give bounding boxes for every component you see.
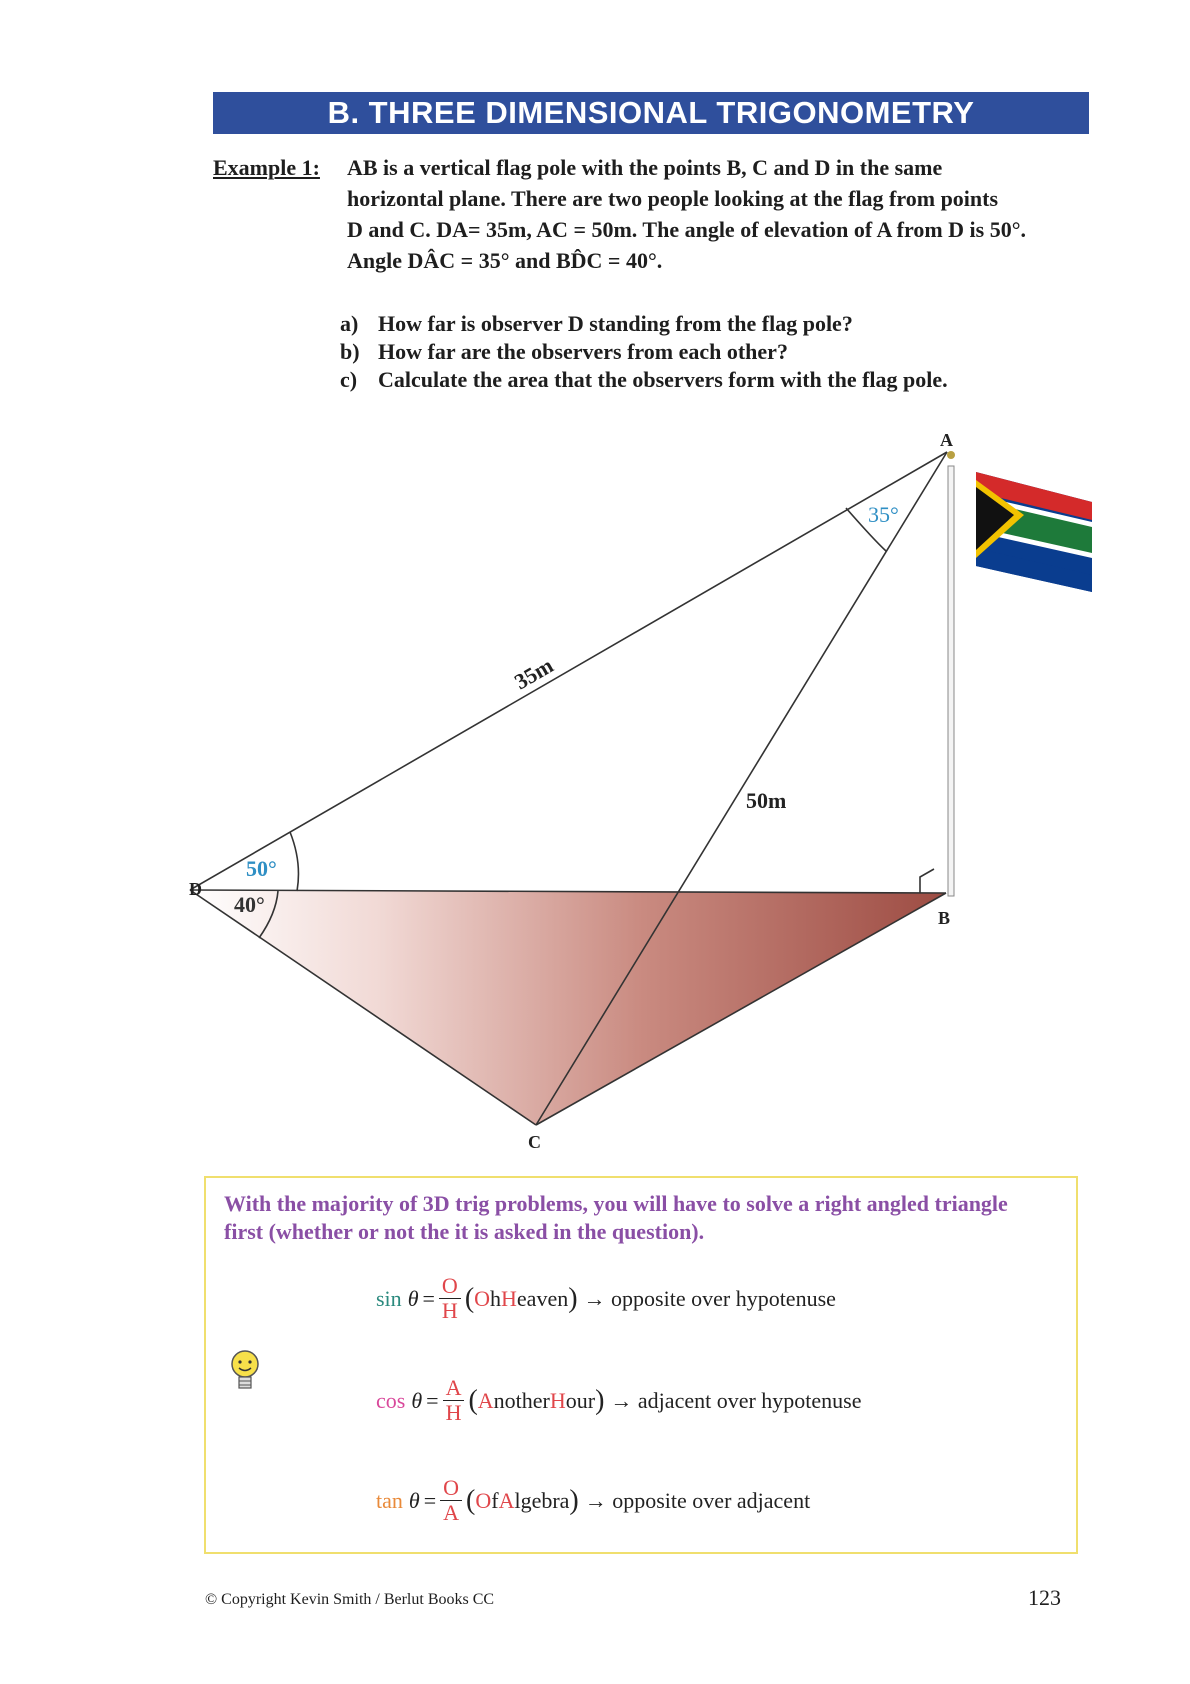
- mnemonic-initial-1: O: [474, 1285, 491, 1311]
- theta-symbol: θ: [407, 1285, 419, 1311]
- arc-elevation: [290, 832, 298, 891]
- theta-symbol: θ: [408, 1487, 420, 1513]
- formula-sin: sin θ = $\frac{O}{H}$ ( O h H eaven ) → opposite over hypotenuse: [376, 1273, 836, 1323]
- fraction-a-over-h: [443, 1376, 465, 1425]
- fn-cos: cos: [376, 1387, 406, 1413]
- line-ac: [536, 452, 947, 1125]
- fraction-denominator: A: [443, 1500, 460, 1525]
- mnemonic-rest-2: our: [565, 1387, 596, 1413]
- equals-sign: =: [423, 1487, 437, 1513]
- fraction-numerator: A: [443, 1376, 465, 1401]
- angle-label-elevation: 50°: [246, 856, 277, 881]
- fraction-numerator: O: [439, 1274, 461, 1299]
- fn-tan: tan: [376, 1487, 403, 1513]
- point-label-a: A: [940, 430, 953, 450]
- line-da: [190, 452, 947, 890]
- mnemonic-rest-2: eaven: [516, 1285, 569, 1311]
- tip-intro: [224, 1190, 1064, 1246]
- mnemonic-initial-2: H: [501, 1285, 517, 1311]
- question-number: b): [340, 339, 360, 364]
- mnemonic-rest-2: lgebra: [514, 1487, 570, 1513]
- formula-description: → adjacent over hypotenuse: [610, 1387, 862, 1413]
- mnemonic-rest-1: h: [490, 1285, 502, 1311]
- example-label: Example 1:: [213, 155, 320, 180]
- fraction-denominator: H: [441, 1298, 458, 1323]
- fraction-numerator: O: [440, 1476, 462, 1501]
- mnemonic-initial-2: A: [498, 1487, 515, 1513]
- question-number: a): [340, 311, 359, 336]
- page-number: 123: [1028, 1585, 1061, 1610]
- section-title: B. THREE DIMENSIONAL TRIGONOMETRY: [327, 95, 975, 130]
- tip-intro-line-1: With the majority of 3D trig problems, you will have to solve a right angled triangle: [224, 1191, 1008, 1216]
- horizontal-plane-bcd: [190, 890, 946, 1125]
- flag-pole-finial: [947, 451, 955, 459]
- flag-pole: [948, 466, 954, 896]
- point-label-b: B: [938, 908, 951, 928]
- lightbulb-icon: [228, 1348, 262, 1394]
- fraction-o-over-a: [440, 1476, 462, 1525]
- mnemonic-initial-1: O: [475, 1487, 492, 1513]
- question-number: c): [340, 367, 358, 392]
- example-line-3: D and C. DA= 35m, AC = 50m. The angle of elevation of A from D is 50°.: [347, 217, 1027, 242]
- mnemonic-rest-1: f: [491, 1487, 499, 1513]
- theta-symbol: θ: [411, 1387, 423, 1413]
- fraction-o-over-h: [439, 1274, 461, 1323]
- formula-description: → opposite over adjacent: [584, 1487, 811, 1513]
- tip-box: [204, 1176, 1078, 1554]
- point-label-d: D: [189, 879, 202, 899]
- formula-description: → opposite over hypotenuse: [583, 1285, 836, 1311]
- mnemonic-rest-1: nother: [493, 1387, 550, 1413]
- fraction-denominator: H: [445, 1400, 462, 1425]
- right-angle-marker: [920, 869, 934, 893]
- copyright-notice: © Copyright Kevin Smith / Berlut Books CC: [205, 1591, 495, 1608]
- question-text: How far are the observers from each other?: [378, 339, 788, 364]
- example-line-2: horizontal plane. There are two people looking at the flag from points: [347, 186, 999, 211]
- mnemonic-initial-1: A: [477, 1387, 494, 1413]
- equals-sign: =: [426, 1387, 439, 1413]
- example-line-4: Angle DÂC = 35° and BD̂C = 40°.: [347, 248, 663, 273]
- formula-tan: tan θ = $\frac{O}{A}$ ( O f A lgebra ) → opposite over adjacent: [376, 1475, 811, 1525]
- question-text: How far is observer D standing from the flag pole?: [378, 311, 853, 336]
- length-label-da: 35m: [510, 652, 558, 695]
- mnemonic-initial-2: H: [549, 1387, 566, 1413]
- length-label-ac: 50m: [746, 788, 787, 813]
- fn-sin: sin: [376, 1285, 402, 1311]
- flag: [947, 451, 1092, 896]
- tip-intro-line-2: first (whether or not the it is asked in the question).: [224, 1219, 705, 1244]
- angle-label-bdc: 40°: [234, 892, 265, 917]
- angle-label-dac: 35°: [868, 502, 899, 527]
- equals-sign: =: [422, 1285, 435, 1311]
- formula-cos: cos θ = $\frac{A}{H}$ ( A nother H our ) → adjacent over hypotenuse: [376, 1375, 862, 1425]
- point-label-c: C: [528, 1132, 541, 1152]
- example-line-1: AB is a vertical flag pole with the points B, C and D in the same: [347, 155, 943, 180]
- question-text: Calculate the area that the observers form with the flag pole.: [378, 367, 948, 392]
